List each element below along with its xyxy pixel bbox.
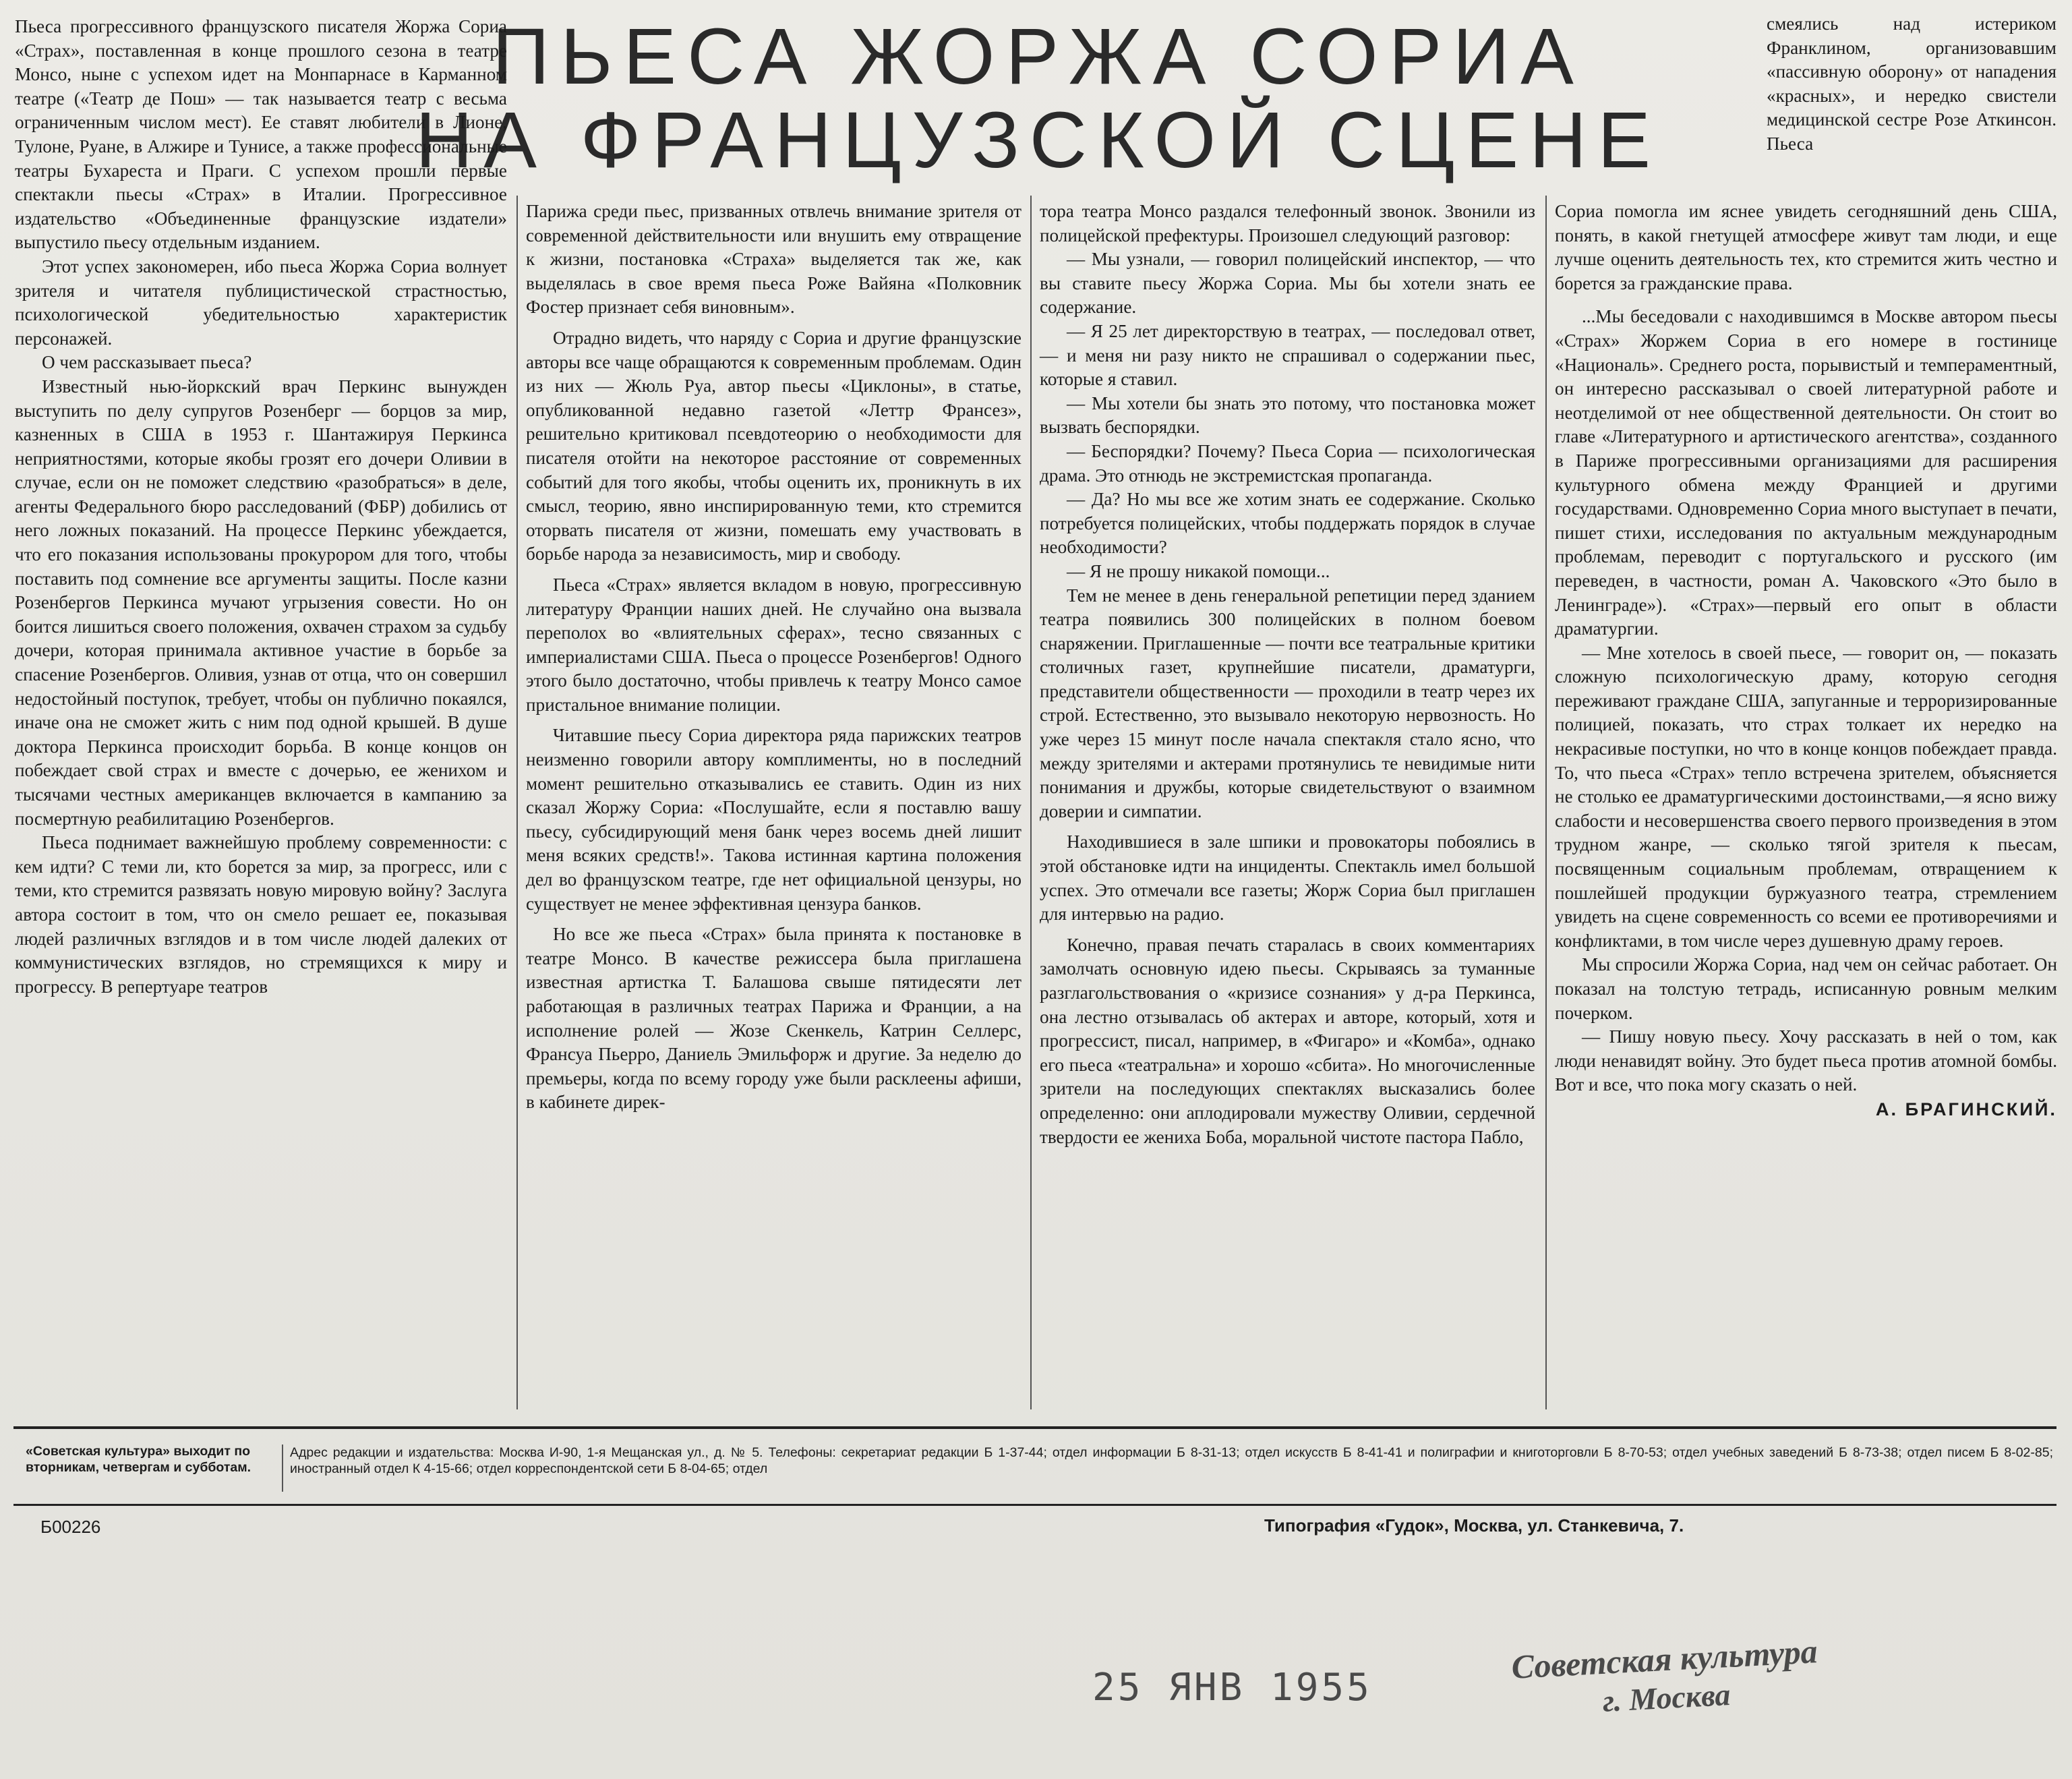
paragraph: — Пишу новую пьесу. Хочу рассказать в ней о том, как люди ненавидят войну. Это будет пьеса против атомной бомбы. Вот и все, что пока могу сказать о ней.: [1555, 1026, 2057, 1095]
organization-stamp-line-2: г. Москва: [1601, 1677, 1731, 1718]
paragraph: Тем не менее в день генеральной репетиции перед зданием театра появились 300 полицейских в полном боевом снаряжении. Приглашенные — почти все театральные критики столичных газет, крупнейшие писатели, драматурги, представители общественности — проходили в театр через их строй. Естественно, это вызывало некоторую нервозность. Но уже через 15 минут после начала спектакля стало ясно, что между зрителями и актерами протянулись те невидимые нити понимания и дружбы, которые свидетельствуют о взаимном доверии и симпатии.: [1040, 585, 1535, 821]
paragraph: — Я 25 лет директорствую в театрах, — последовал ответ, — и меня ни разу никто не спрашивал о содержании пьес, которые я ставил.: [1040, 320, 1535, 390]
footer-publication-schedule: «Советская культура» выходит по вторникам, четвергам и субботам.: [26, 1444, 251, 1475]
paragraph: Мы спросили Жоржа Сориа, над чем он сейчас работает. Он показал на толстую тетрадь, исписанную ровным мелким почерком.: [1555, 954, 2057, 1023]
paragraph: — Беспорядки? Почему? Пьеса Сориа — психологическая драма. Это отнюдь не экстремистская пропаганда.: [1040, 440, 1535, 486]
paragraph: Конечно, правая печать старалась в своих комментариях замолчать основную идею пьесы. Скрываясь за туманные разглагольствования о «кризисе сознания» у д-ра Перкинса, она лестно отзывалась об актерах и авторе, который, хотя и прогрессист, писал, например, в «Фигаро» и «Комба», однако его пьеса «театральна» и хорошо «сбита». Но многочисленные зрители на последующих спектаклях высказались более определенно: они аплодировали мужеству Оливии, сердечной твердости ее жениха Боба, моральной чистоте пастора Пабло,: [1040, 934, 1535, 1147]
paragraph: Пьеса «Страх» является вкладом в новую, прогрессивную литературу Франции наших дней. Не случайно она вызвала переполох во «влиятельных сферах», тесно связанных с империалистами США. Пьеса о процессе Розенбергов! Одного этого было достаточно, чтобы привлечь к театру Монсо самое пристальное внимание полиции.: [526, 574, 1022, 715]
footer-rule-bottom: [13, 1504, 2056, 1506]
column-4-top: [1767, 12, 2056, 156]
paragraph: — Мне хотелось в своей пьесе, — говорит он, — показать сложную психологическую драму, которую сегодня переживают граждане США, запуганные и терроризированные полицией, показать, что страх толкает их нередко на некрасивые поступки, но что в конце концов побеждает правда. То, что пьеса «Страх» тепло встречена зрителем, объясняется не столько ее драматургическими достоинствами,—я ясно вижу слабости и несовершенства своего первого произведения в этом трудном жанре, — сколько тягой зрителя к пьесам, посвященным социальным проблемам, отвращением к пошлейшей продукции буржуазного театра, стремлением увидеть на сцене современность со всеми ее противоречиями и конфликтами, в том числе через душевную драму героев.: [1555, 642, 2057, 951]
paragraph: Отрадно видеть, что наряду с Сориа и другие французские авторы все чаще обращаются к современным проблемам. Один из них — Жюль Руа, автор пьесы «Циклоны», в статье, опубликованной недавно газетой «Леттр Франсез», решительно критиковал псевдотеорию о необходимости для писателя отойти на некоторое расстояние от современных событий для того якобы, чтобы оценить их, проникнуть в их смысл, теорию, явно инспирированную теми, кто стремится оторвать писателя от жизни, помешать ему участвовать в борьбе народа за независимость, мир и свободу.: [526, 327, 1022, 564]
organization-stamp-line-1: Советская культура: [1510, 1632, 1818, 1686]
paragraph: Пьеса поднимает важнейшую проблему современности: с кем идти? С теми ли, кто борется за мир, за прогресс, или с теми, кто стремится развязать новую мировую войну? Заслуга автора состоит в том, что он смело решает ее, показывая людей различных взглядов и в том числе людей далеких от коммунистических взглядов, но стремящихся к миру и прогрессу. В репертуаре театров: [15, 832, 507, 997]
column-divider: [1545, 196, 1547, 1409]
paragraph: Читавшие пьесу Сориа директора ряда парижских театров неизменно говорили автору комплименты, но в последний момент решительно отказывались ее ставить. Один из них сказал Жоржу Сориа: «Послушайте, если я поставлю вашу пьесу, субсидирующий меня банк через восемь дней лишит меня всяких средств!». Такова истинная картина положения дел во французском театре, где нет официальной цензуры, но существует не менее эффективная цензура банков.: [526, 725, 1022, 914]
footer-divider: [282, 1445, 283, 1492]
signature: А. БРАГИНСКИЙ.: [1875, 1098, 2057, 1119]
paragraph: Сориа помогла им яснее увидеть сегодняшний день США, понять, в какой гнетущей атмосфере живут там люди, и еще лучше оценить деятельность тех, кто стремится жить честно и борется за гражданские права.: [1555, 201, 2057, 293]
paragraph: Этот успех закономерен, ибо пьеса Жоржа Сориа волнует зрителя и читателя публицистической страстностью, психологической убедительностью характеристик персонажей.: [15, 256, 507, 349]
footer-printer: Типография «Гудок», Москва, ул. Станкевича, 7.: [1264, 1515, 1684, 1536]
paragraph: Парижа среди пьес, призванных отвлечь внимание зрителя от современной действительности или внушить ему отвращение к жизни, постановка «Страха» выделяется так же, как выделялась в свое время пьеса Роже Вайяна «Полковник Фостер признает себя виновным».: [526, 201, 1022, 318]
footer-code: Б00226: [40, 1517, 101, 1537]
paragraph: ...Мы беседовали с находившимся в Москве автором пьесы «Страх» Жоржем Сориа в его номере в гостинице «Националь». Среднего роста, порывистый и темпераментный, он интересно рассказывал о своей литературной работе и неотделимой от нее общественной деятельности. Он стоит во главе «Литературного и артистического агентства», созданного в Париже прогрессивными организациями для расширения культурного обмена между Францией и другими государствами. Одновременно Сориа много выступает в печати, пишет стихи, исследования по актуальным международным проблемам, переводит с португальского и русского (им переведен, в частности, роман А. Чаковского «Это было в Ленинграде»). «Страх»—первый его опыт в области драматургии.: [1555, 306, 2057, 639]
column-1: [15, 15, 507, 999]
date-stamp: 25 ЯНВ 1955: [1092, 1666, 1372, 1710]
paragraph: смеялись над истериком Франклином, организовавшим «пассивную оборону» от нападения «красных», и нередко свистели медицинской сестре Розе Аткинсон. Пьеса: [1767, 13, 2056, 154]
paragraph: Находившиеся в зале шпики и провокаторы побоялись в этой обстановке идти на инциденты. Спектакль имел большой успех. Это отмечали все газеты; Жорж Сориа был приглашен для интервью на радио.: [1040, 832, 1535, 925]
headline: [351, 12, 1726, 185]
organization-stamp: [1502, 1631, 1829, 1726]
paragraph: Известный нью-йоркский врач Перкинс вынужден выступить по делу супругов Розенберг — борцов за мир, казненных в США в 1953 г. Шантажируя Перкинса неприятностями, которые якобы грозят его дочери Оливии в случае, если он не поможет следствию «разобраться» в деле, агенты Федерального бюро расследований (ФБР) добились от него ложных показаний. На процессе Перкинс убеждается, что его показания использованы прокурором для того, чтобы поставить под сомнение все аргументы защиты. После казни Розенбергов Перкинса мучают угрызения совести. Но он боится лишиться своего положения, охвачен страхом за судьбу дочери, которая принимала активное участие в борьбе за спасение Розенбергов. Оливия, узнав от отца, что он совершил недостойный поступок, требует, чтобы он публично покаялся, иначе она не сможет жить с ним под одной крышей. В душе доктора Перкинса происходит борьба. В конце концов он побеждает свой страх и вместе с дочерью, ее женихом и тысячами честных американцев включается в кампанию за посмертную реабилитацию Розенбергов.: [15, 376, 507, 829]
paragraph: — Мы узнали, — говорил полицейский инспектор, — что вы ставите пьесу Жоржа Сориа. Мы бы хотели знать ее содержание.: [1040, 249, 1535, 318]
headline-line-1: ПЬЕСА ЖОРЖА СОРИА: [492, 12, 1585, 101]
paragraph: О чем рассказывает пьеса?: [42, 352, 252, 373]
headline-line-2: НА ФРАНЦУЗСКОЙ СЦЕНЕ: [415, 96, 1661, 185]
footer-address: Адрес редакции и издательства: Москва И-90, 1-я Мещанская ул., д. № 5. Телефоны: секретариат редакции Б 1-37-44; отдел информации Б 8-31-13; отдел искусств Б 8-41-41 и полиграфии и книготорговли Б 8-70-53; отдел учебных заведений Б 8-73-38; отдел писем Б 8-02-85; иностранный отдел К 4-15-66; отдел корреспондентской сети Б 8-04-65; отдел: [290, 1445, 2053, 1476]
column-divider: [1030, 196, 1032, 1409]
paragraph: Но все же пьеса «Страх» была принята к постановке в театре Монсо. В качестве режиссера была приглашена известная артистка Т. Балашова свыше пятидесяти лет работающая в различных театрах Парижа и Франции, а на исполнение ролей — Жозе Скенкель, Катрин Селлерс, Франсуа Пьерро, Даниель Эмильфорж и другие. За неделю до премьеры, когда по всему городу уже были расклеены афиши, в кабинете дирек-: [526, 924, 1022, 1113]
column-divider: [516, 196, 518, 1409]
column-4: [1555, 200, 2057, 1122]
column-2: [526, 200, 1022, 1115]
paragraph: — Я не прошу никакой помощи...: [1067, 560, 1330, 581]
paragraph: тора театра Монсо раздался телефонный звонок. Звонили из полицейской префектуры. Произошел следующий разговор:: [1040, 201, 1535, 245]
footer-rule-top: [13, 1426, 2056, 1429]
paragraph: Пьеса прогрессивного французского писателя Жоржа Сориа «Страх», поставленная в конце прошлого сезона в театре Монсо, ныне с успехом идет на Монпарнасе в Карманном театре («Театр де Пош» — так называется театр с весьма ограниченным числом мест). Ее ставят любители в Лионе, Тулоне, Руане, в Алжире и Тунисе, а также профессиональные театры Бухареста и Праги. С успехом прошли первые спектакли пьесы «Страх» в Италии. Прогрессивное издательство «Объединенные французские издатели» выпустило пьесу отдельным изданием.: [15, 16, 507, 253]
column-3: [1040, 200, 1535, 1149]
paragraph: — Мы хотели бы знать это потому, что постановка может вызвать беспорядки.: [1040, 392, 1535, 438]
paragraph: — Да? Но мы все же хотим знать ее содержание. Сколько потребуется полицейских, чтобы поддержать порядок в случае необходимости?: [1040, 489, 1535, 558]
